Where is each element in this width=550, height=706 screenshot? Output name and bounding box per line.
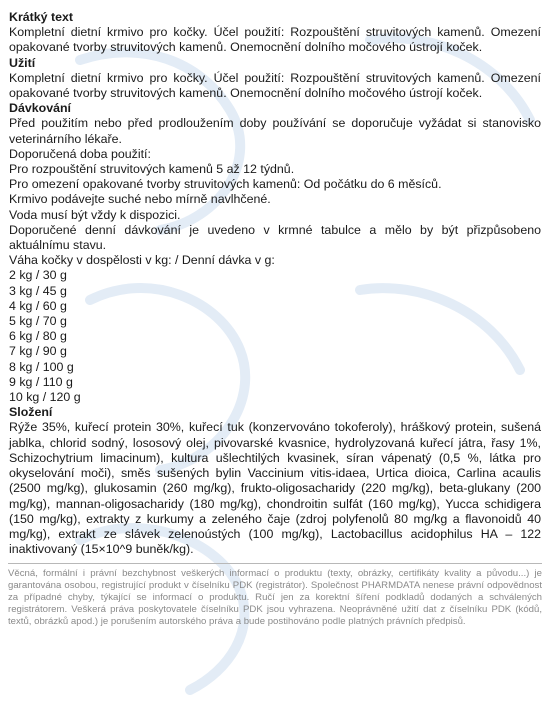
davkovani-paragraph: Pro rozpouštění struvitových kamenů 5 až 12 týdnů. — [9, 162, 295, 177]
dosage-row: 4 kg / 60 g — [9, 298, 67, 313]
dosage-row: 7 kg / 90 g — [9, 344, 67, 359]
davkovani-paragraph: Doporučené denní dávkování je uvedeno v krmné tabulce a mělo by být přizpůsobeno aktuálnímu stavu. — [9, 222, 541, 253]
dosage-row: 9 kg / 110 g — [9, 374, 73, 389]
section-uziti — [9, 56, 541, 102]
dosage-table — [9, 268, 541, 405]
dosage-row: 2 kg / 30 g — [9, 268, 67, 283]
section-title-slozeni: Složení — [9, 405, 53, 420]
legal-disclaimer: Věcná, formální i právní bezchybnost veškerých informací o produktu (texty, obrázky, certifikáty kvality a původu...) je garantována osobou, registrující produkt v číselníku PDK (registrátor). Společnost PHARMDATA nenese právní odpovědnost za případné chyby, týkající se informací o produktu. Ručí jen za korektní šíření podkladů dodaných a schválených registrátorem. Veškerá práva poskytovatele číselníku PDK jsou vyhrazena. Neoprávněné užití dat z číselníku PDK (kódů, textů, obrázků apod.) je porušením autorského práva a bude postihováno podle platných právních předpisů. — [8, 563, 542, 628]
dosage-row: 8 kg / 100 g — [9, 359, 74, 374]
davkovani-paragraph: Před použitím nebo před prodloužením doby používání se doporučuje vyžádat si stanovisko veterinárního lékaře. — [9, 116, 541, 146]
davkovani-paragraph: Doporučená doba použití: — [9, 146, 151, 161]
section-kratky-text — [9, 10, 541, 56]
slozeni-body: Rýže 35%, kuřecí protein 30%, kuřecí tuk (konzervováno tokoferoly), hráškový protein, sušená jablka, chlorid sodný, lososový olej, pivovarské kvasnice, hydrolyzovaná kuřecí játra, řasy 1%, Schizochytrium limacinum), kultura ušlechtilých kvasinek, síran vápenatý (0,5 %, látka pro okyselování moči), směs sušených bylin Vaccinium vitis-idaea, Urtica dioica, Carlina acaulis (2500 mg/kg), glukosamin (260 mg/kg), frukto-oligosacharidy (220 mg/kg), beta-glukany (200 mg/kg), mannan-oligosacharidy (180 mg/kg), chondroitin sulfát (160 mg/kg), Yucca schidigera (150 mg/kg), extrakty z kurkumy a zeleného čaje (zdroj polyfenolů 80 mg/kg a flavonoidů 40 mg/kg), extrakt ze slávek zelenoústých (100 mg/kg), Lactobacillus acidophilus HA – 122 inaktivovaný (15×10^9 buněk/kg). — [9, 420, 541, 557]
davkovani-paragraph: Voda musí být vždy k dispozici. — [9, 207, 181, 222]
section-slozeni — [9, 405, 541, 557]
davkovani-paragraph: Váha kočky v dospělosti v kg: / Denní dávka v g: — [9, 253, 275, 268]
davkovani-paragraph: Pro omezení opakované tvorby struvitových kamenů: Od počátku do 6 měsíců. — [9, 177, 442, 192]
dosage-row: 3 kg / 45 g — [9, 283, 67, 298]
davkovani-paragraph: Krmivo podávejte suché nebo mírně navlhčené. — [9, 192, 271, 207]
section-title-uziti: Užití — [9, 55, 36, 70]
kratky-text-body: Kompletní dietní krmivo pro kočky. Účel použití: Rozpouštění struvitových kamenů. Omezení opakované tvorby struvitových kamenů. Onemocnění dolního močového ústrojí koček. — [9, 25, 541, 55]
section-davkovani — [9, 101, 541, 405]
dosage-row: 6 kg / 80 g — [9, 329, 67, 344]
dosage-row: 5 kg / 70 g — [9, 314, 67, 329]
section-title-davkovani: Dávkování — [9, 101, 71, 116]
section-title-kratky-text: Krátký text — [9, 10, 74, 24]
uziti-body: Kompletní dietní krmivo pro kočky. Účel použití: Rozpouštění struvitových kamenů. Omezení opakované tvorby struvitových kamenů. Onemocnění dolního močového ústrojí koček. — [9, 70, 541, 101]
dosage-row: 10 kg / 120 g — [9, 390, 81, 405]
